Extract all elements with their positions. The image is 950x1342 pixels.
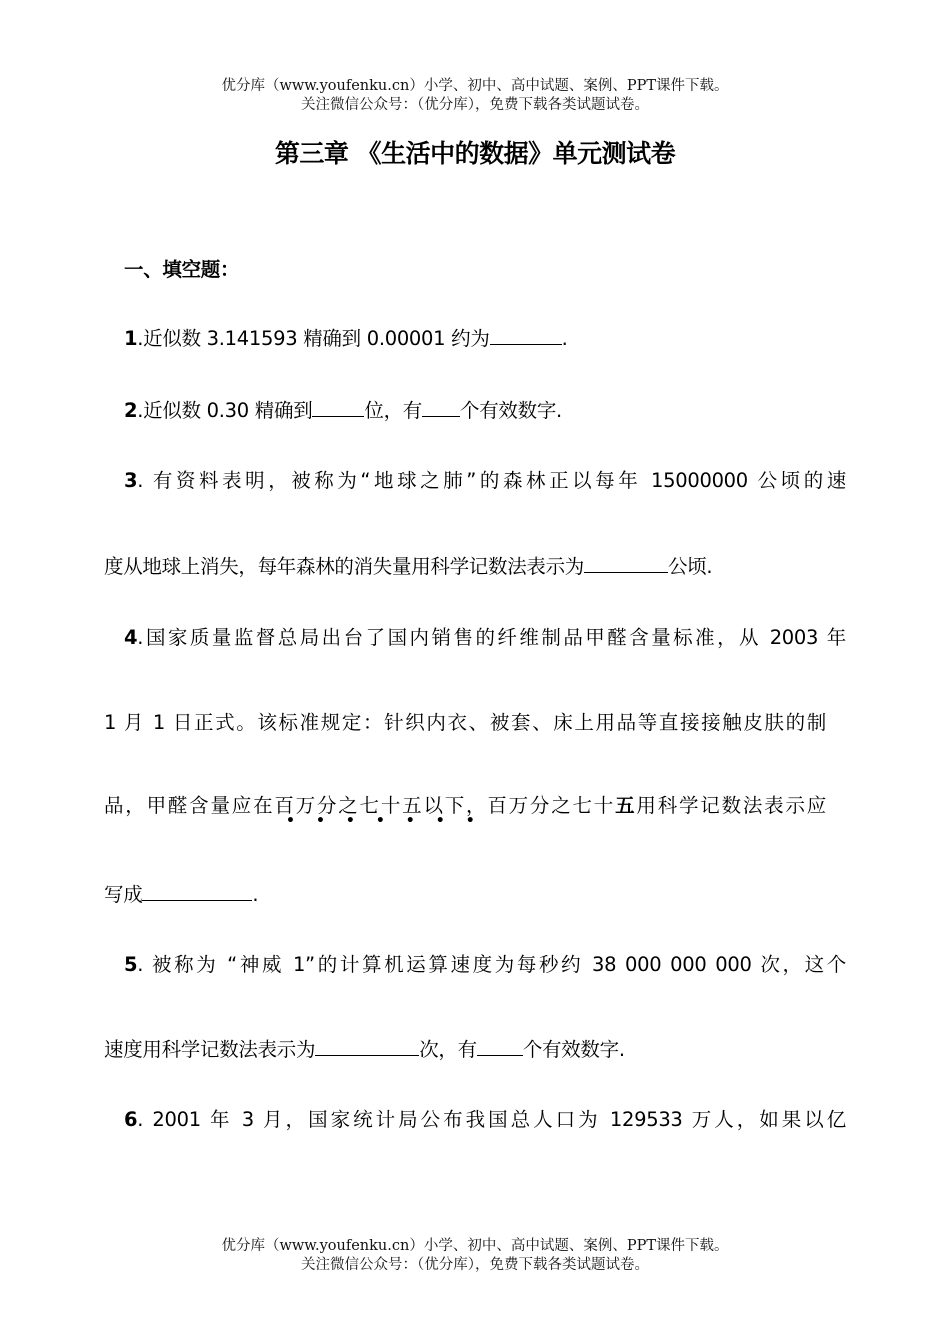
answer-blank[interactable] (584, 553, 668, 573)
question-number: 2 (124, 399, 138, 422)
question-text: .国家质量监督总局出台了国内销售的纤维制品甲醛含量标准，从 2003 年 (137, 626, 846, 649)
question-4-line-1 (124, 624, 846, 652)
page-title: 第三章 《生活中的数据》单元测试卷 (274, 139, 676, 168)
page-header (0, 77, 950, 115)
question-text: 次，有 (419, 1038, 477, 1061)
question-6-line-1 (124, 1106, 846, 1134)
footer-line-1: 优分库（www.youfenku.cn）小学、初中、高中试题、案例、PPT课件下载。 (221, 1238, 729, 1254)
header-line-2: 关注微信公众号：（优分库），免费下载各类试题试卷。 (301, 97, 649, 113)
question-text: 个有效数字. (522, 1038, 625, 1061)
question-number: 6 (124, 1108, 138, 1131)
question-4-line-2: 1 月 1 日正式。该标准规定：针织内衣、被套、床上用品等直接接触皮肤的制 (104, 711, 826, 734)
question-5-line-2 (104, 1036, 625, 1064)
question-text: . 2001 年 3 月，国家统计局公布我国总人口为 129533 万人，如果以亿 (137, 1108, 846, 1131)
question-number: 5 (124, 953, 138, 976)
question-number: 3 (124, 469, 138, 492)
answer-blank[interactable] (490, 325, 562, 345)
question-text: 用科学记数法表示应 (636, 794, 826, 817)
question-1 (124, 325, 567, 353)
question-text: 品，甲醛含量应在百万分之七十五以下，百万分之七十 (104, 794, 616, 817)
page-footer (0, 1237, 950, 1275)
question-text: 位，有 (364, 399, 423, 422)
emphasis-dots: ••••••• (286, 813, 496, 829)
question-number: 1 (124, 327, 138, 350)
question-text: . (252, 883, 259, 906)
question-text: . 有资料表明，被称为“地球之肺”的森林正以每年 15000000 公顷的速 (137, 469, 846, 492)
question-text: 度从地球上消失，每年森林的消失量用科学记数法表示为 (104, 555, 585, 578)
question-text: .近似数 3.141593 精确到 0.00001 约为 (137, 327, 490, 350)
answer-blank[interactable] (142, 881, 252, 901)
answer-blank[interactable] (315, 1036, 419, 1056)
question-text: . (561, 327, 568, 350)
question-3-line-2 (104, 553, 712, 581)
question-text: . 被称为 “神威 1”的计算机运算速度为每秒约 38 000 000 000 次，这个 (137, 953, 846, 976)
section-heading-fill-in: 一、填空题： (124, 258, 240, 281)
footer-line-2: 关注微信公众号：（优分库），免费下载各类试题试卷。 (301, 1257, 649, 1273)
question-5-line-1 (124, 951, 846, 979)
question-2 (124, 397, 562, 425)
answer-blank[interactable] (312, 397, 364, 417)
question-text: 写成 (104, 883, 143, 906)
question-text: .近似数 0.30 精确到 (137, 399, 313, 422)
question-text: 公顷. (668, 555, 713, 578)
header-line-1: 优分库（www.youfenku.cn）小学、初中、高中试题、案例、PPT课件下载。 (221, 78, 729, 94)
question-text: 个有效数字. (460, 399, 562, 422)
answer-blank[interactable] (422, 397, 460, 417)
question-4-line-4 (104, 881, 258, 909)
question-number: 4 (124, 626, 138, 649)
answer-blank[interactable] (477, 1036, 523, 1056)
question-text: 速度用科学记数法表示为 (104, 1038, 316, 1061)
question-3-line-1 (124, 467, 846, 495)
question-text-emphasis: 五 (615, 794, 637, 817)
